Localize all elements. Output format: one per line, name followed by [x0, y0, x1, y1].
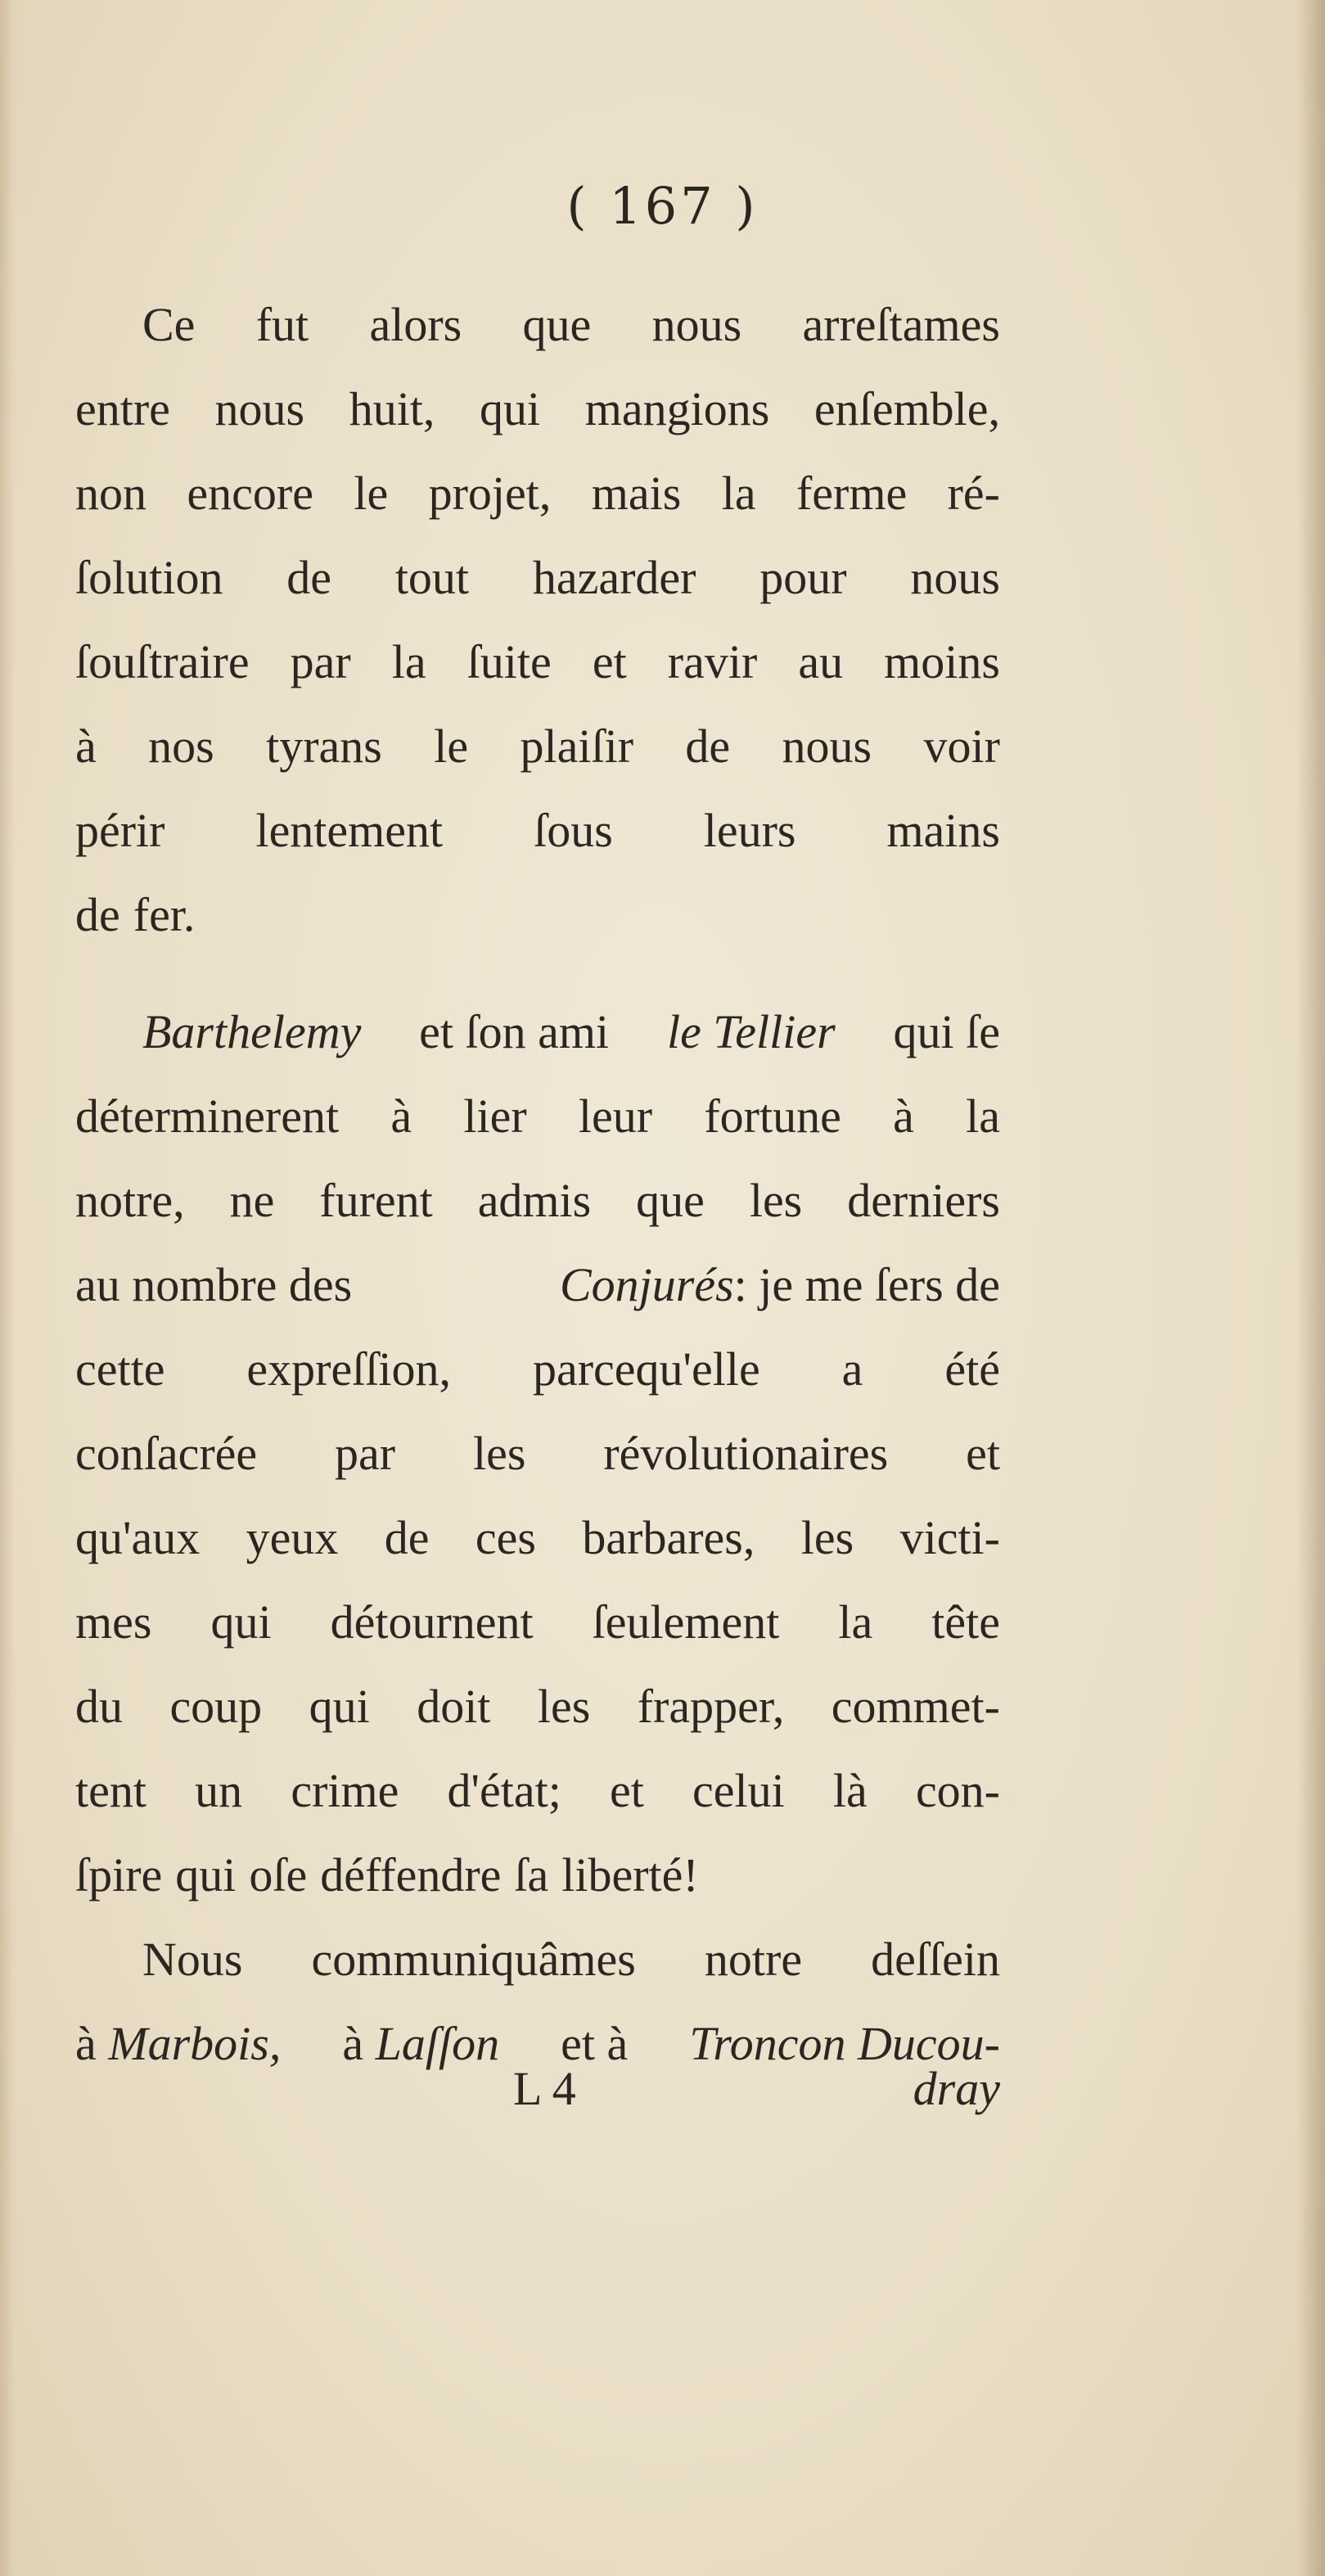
text-line: ſouſtraire par la ſuite et ravir au moins — [75, 635, 1000, 688]
body-text — [75, 282, 1000, 2086]
page-number: ( 167 ) — [566, 176, 759, 236]
text-line: ſolution de tout hazarder pour nous — [75, 551, 1000, 604]
text-line: à Marbois, à Laſſon et à Troncon Ducou- — [75, 2001, 1000, 2086]
text-line: cette expreſſion, parcequ'elle a été — [75, 1342, 1000, 1396]
text-line: entre nous huit, qui mangions enſemble, — [75, 382, 1000, 435]
person-name: Barthelemy — [142, 1005, 362, 1058]
emphasized-word: Conjurés — [559, 1258, 734, 1311]
signature-mark: L 4 — [513, 2062, 576, 2115]
text-line: de fer. — [75, 888, 196, 941]
text-line: Barthelemy et ſon ami le Tellier qui ſe — [75, 990, 1000, 1074]
page-left-edge — [0, 0, 15, 2576]
person-name: Laſſon — [375, 2017, 500, 2070]
text-line: du coup qui doit les frapper, commet- — [75, 1680, 1000, 1733]
person-name: le Tellier — [666, 1005, 836, 1058]
text-line: notre, ne furent admis que les derniers — [75, 1174, 1000, 1227]
text-line: périr lentement ſous leurs mains — [75, 804, 1000, 857]
paragraph-2 — [75, 990, 1000, 1917]
person-name: Troncon Ducou- — [689, 2017, 1000, 2070]
text-line: déterminerent à lier leur fortune à la — [75, 1089, 1000, 1143]
text-line: qu'aux yeux de ces barbares, les victi- — [75, 1511, 1000, 1564]
text-line: au nombre des Conjurés: je me ſers de — [75, 1258, 1000, 1311]
text-line: mes qui détournent ſeulement la tête — [75, 1595, 1000, 1649]
catchword: dray — [913, 2062, 1000, 2115]
text-line: Ce fut alors que nous arreſtames — [142, 298, 1000, 351]
page-footer — [75, 2061, 1000, 2127]
paragraph-gap — [75, 957, 1000, 990]
person-name: Marbois, — [108, 2017, 282, 2070]
page-gutter-shadow — [1297, 0, 1325, 2576]
text-line: Nous communiquâmes notre deſſein — [142, 1933, 1000, 1986]
text-line: tent un crime d'état; et celui là con- — [75, 1764, 1000, 1817]
text-line: non encore le projet, mais la ferme ré- — [75, 467, 1000, 520]
paragraph-1 — [75, 282, 1000, 957]
text-line: à nos tyrans le plaiſir de nous voir — [75, 720, 1000, 773]
text-line: ſpire qui oſe déffendre ſa liberté! — [75, 1848, 699, 1902]
text-line: conſacrée par les révolutionaires et — [75, 1427, 1000, 1480]
